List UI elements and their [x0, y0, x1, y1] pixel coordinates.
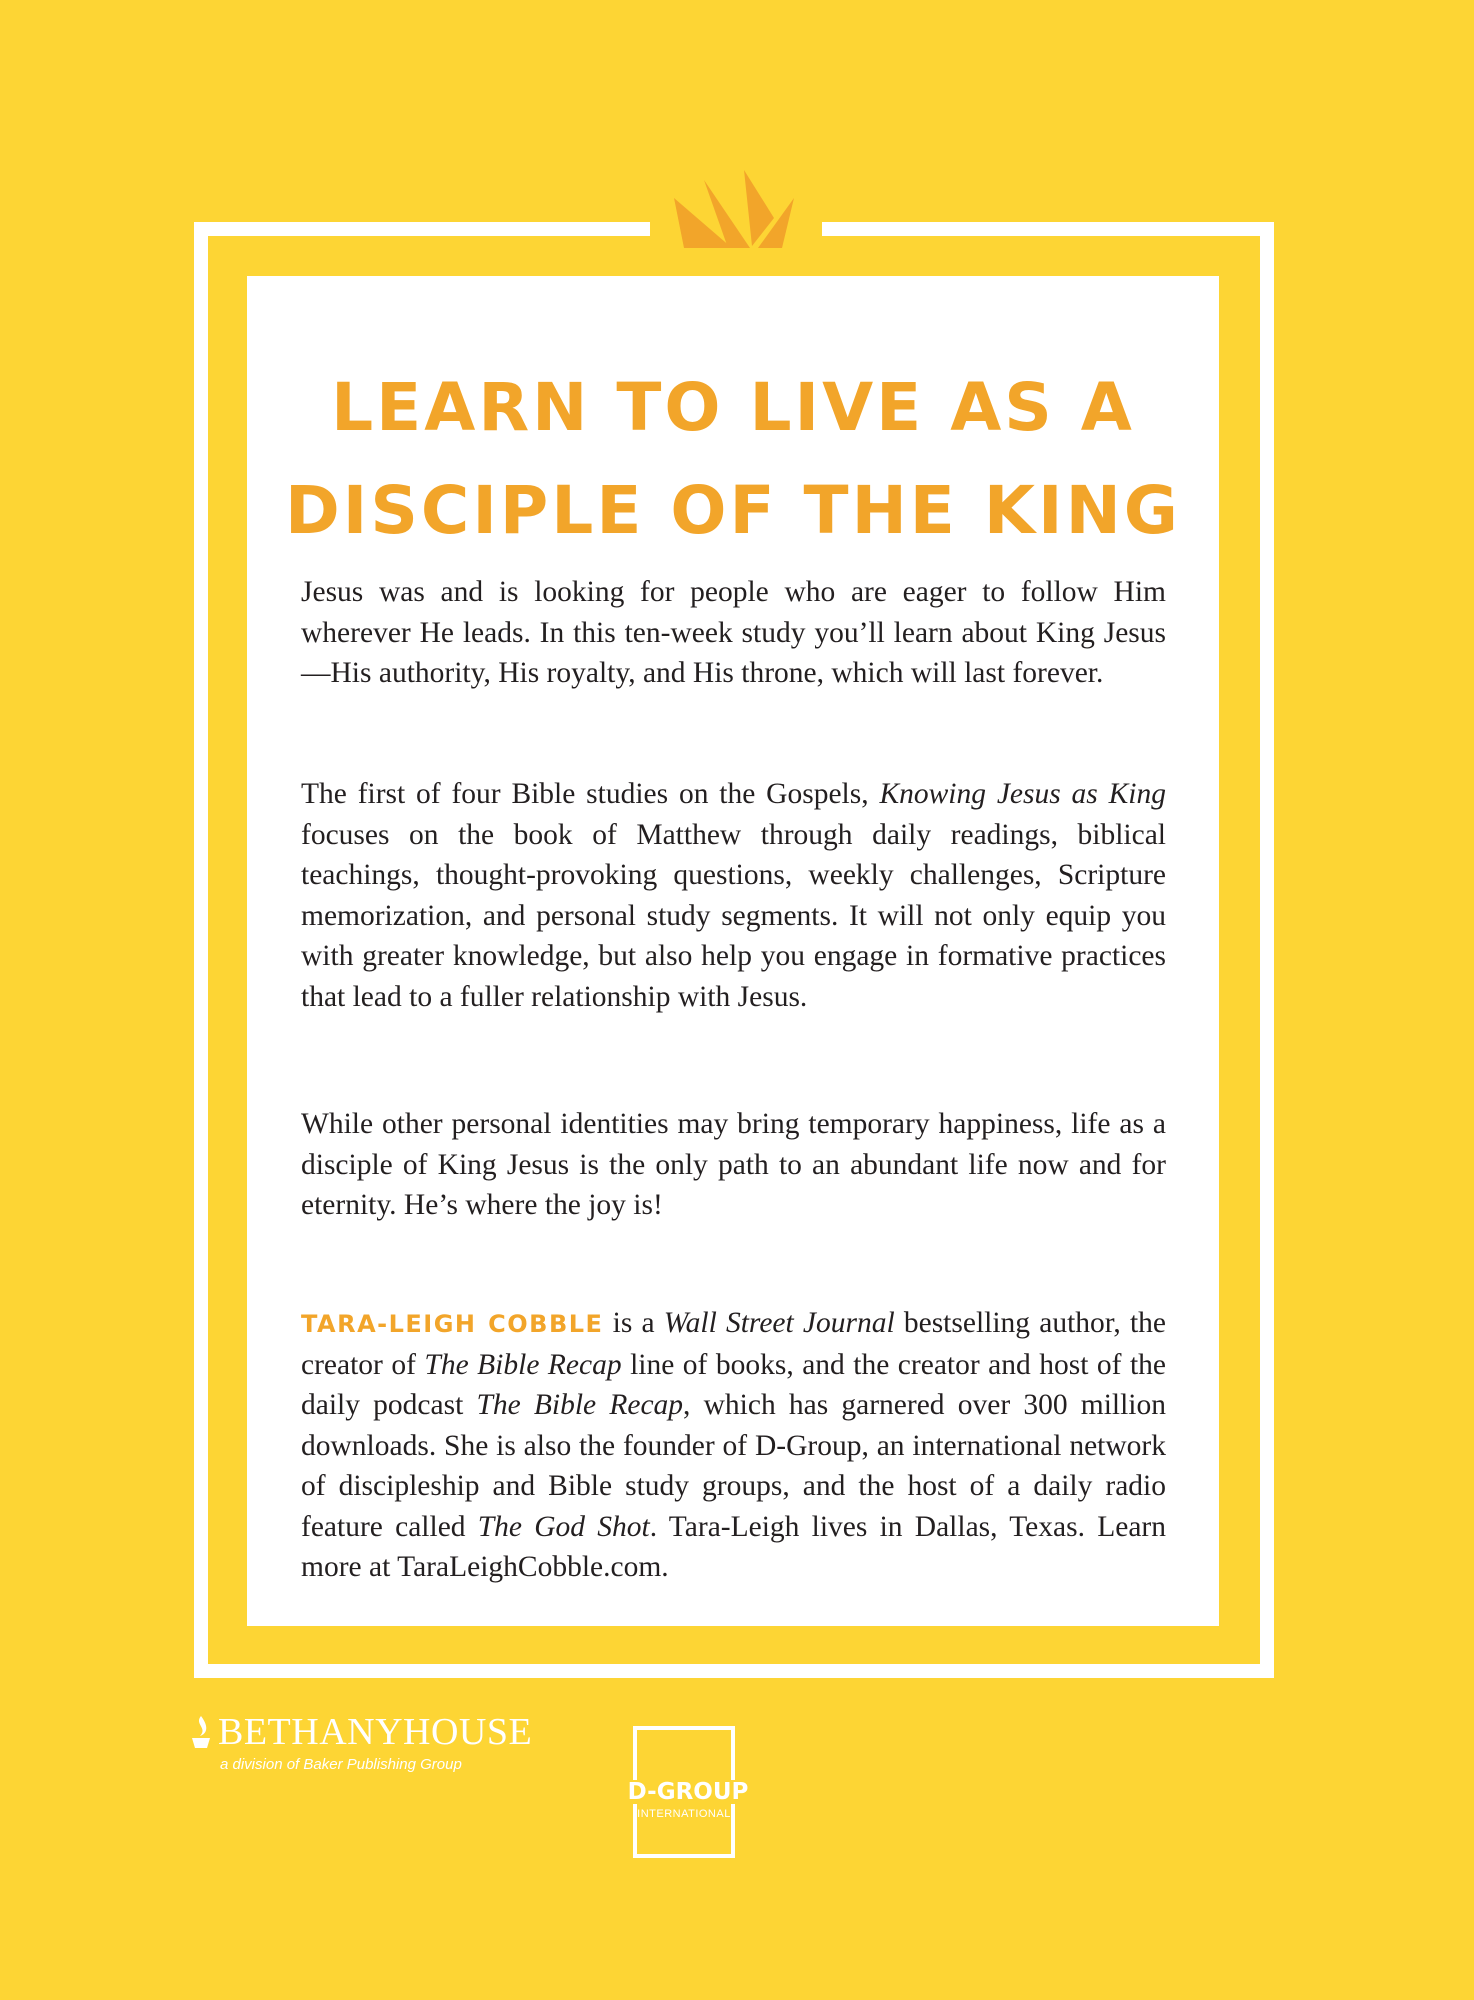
- headline-line-2: DISCIPLE OF THE KING: [285, 472, 1181, 549]
- content-panel: [247, 276, 1219, 1626]
- d-group-name: D-GROUP: [621, 1780, 755, 1804]
- study-description-text: The first of four Bible studies on the Gospels,: [301, 778, 880, 810]
- intro-paragraph: Jesus was and is looking for people who are eager to follow Him wherever He leads. In this ten-week study you’ll learn about King Jesus—His authority, His royalty, and His throne, which will last forever.: [301, 576, 1166, 689]
- author-bio: [301, 1303, 1166, 1588]
- bio-text: line of books, and the creator and host of the daily podcast: [301, 1348, 1166, 1421]
- headline-line-1: LEARN TO LIVE AS A: [331, 369, 1135, 446]
- bio-italic: The God Shot: [477, 1510, 650, 1543]
- bio-italic: The Bible Recap: [476, 1389, 684, 1421]
- study-description-paragraph: [301, 774, 1166, 1017]
- d-group-logo: [627, 1726, 749, 1858]
- bethany-house-name: BETHANYHOUSE: [218, 1711, 533, 1753]
- study-description-text-2: focuses on the book of Matthew through daily readings, biblical teachings, thought-provoking questions, weekly challenges, Scripture memorization, and personal study segments. It will not only equip you with greater knowledge, but also help you engage in formative practices that lead to a fuller relationship with Jesus.: [301, 818, 1166, 1013]
- bio-italic: Wall Street Journal: [663, 1307, 895, 1339]
- bio-text: bestselling author, the creator of: [301, 1307, 1167, 1381]
- bio-text: , which has garnered over 300 million downloads. She is also the founder of D-Group, an international network of discipleship and Bible study groups, and the host of a daily radio feature called: [301, 1389, 1166, 1543]
- bio-text: . Tara-Leigh lives in Dallas, Texas. Learn more at TaraLeighCobble.com.: [301, 1510, 1166, 1583]
- author-name: TARA-LEIGH COBBLE: [301, 1310, 604, 1338]
- headline: [247, 356, 1219, 562]
- bio-italic: The Bible Recap: [424, 1348, 622, 1381]
- closing-paragraph: While other personal identities may bring temporary happiness, life as a disciple of King Jesus is the only path to an abundant life now and for eternity. He’s where the joy is!: [301, 1108, 1166, 1221]
- d-group-subtitle: INTERNATIONAL: [637, 1808, 731, 1820]
- bio-text: is a: [603, 1307, 664, 1339]
- bethany-house-subtitle: a division of Baker Publishing Group: [220, 1756, 462, 1773]
- book-title: Knowing Jesus as King: [879, 778, 1166, 810]
- crown-icon: [672, 168, 796, 250]
- lamp-flame-icon: [188, 1714, 214, 1750]
- bethany-house-logo: [188, 1710, 532, 1773]
